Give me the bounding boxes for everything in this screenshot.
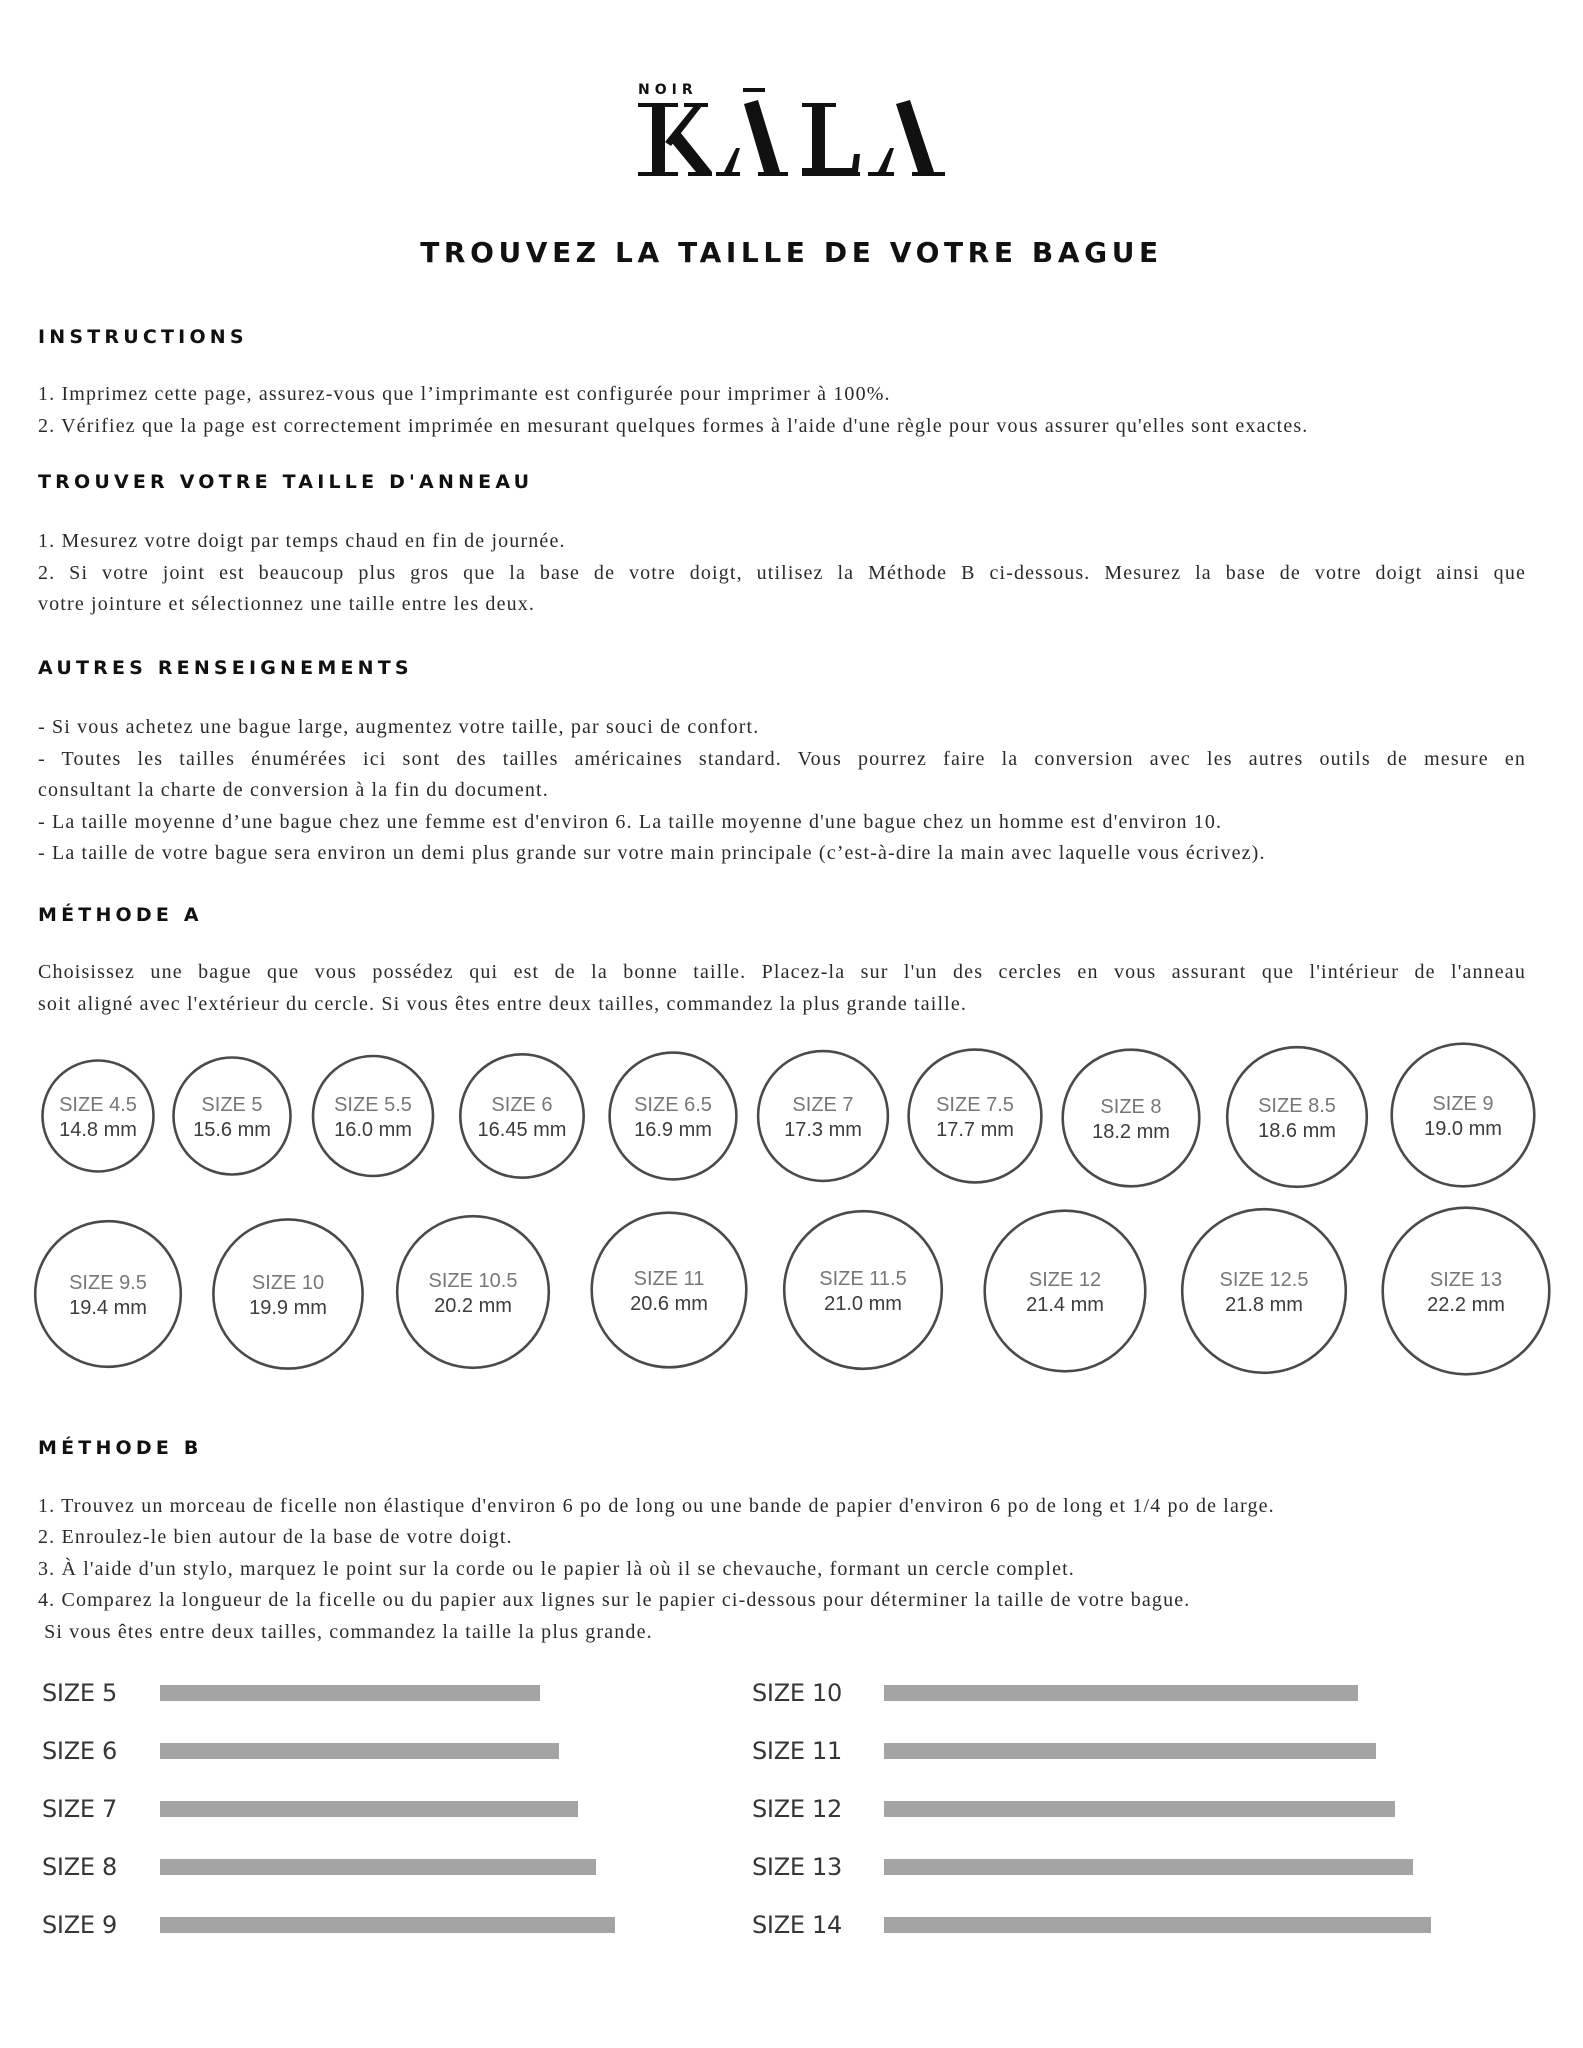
- find-size-line: 2. Si votre joint est beaucoup plus gros que la base de votre doigt, utilisez la Méthode B ci-dessous. Mesurez la base de votre doigt ainsi que: [38, 562, 1526, 584]
- size-bar-label: SIZE 8: [42, 1853, 118, 1881]
- size-bar: [160, 1801, 578, 1817]
- other-info-line: - La taille de votre bague sera environ un demi plus grande sur votre main principale (c’est-à-dire la main avec laquelle vous écrivez).: [38, 842, 1266, 864]
- ring-size-label: SIZE 11.5: [819, 1268, 907, 1290]
- method-b-line: 3. À l'aide d'un stylo, marquez le point sur la corde ou le papier là où il se chevauche, formant un cercle complet.: [38, 1558, 1075, 1580]
- ring-circle-item: [1392, 1044, 1535, 1187]
- ring-circle: [909, 1050, 1042, 1183]
- size-bar: [884, 1743, 1376, 1759]
- method-b-line: Si vous êtes entre deux tailles, commandez la taille la plus grande.: [38, 1621, 653, 1643]
- heading-find-size: TROUVER VOTRE TAILLE D'ANNEAU: [38, 471, 534, 493]
- method-a-line: soit aligné avec l'extérieur du cercle. Si vous êtes entre deux tailles, commandez la plus grande taille.: [38, 993, 968, 1015]
- size-bar-row: [752, 1736, 1452, 1766]
- ring-size-label: SIZE 6: [491, 1094, 553, 1116]
- ring-circle: [460, 1054, 583, 1177]
- ring-circle: [174, 1058, 291, 1175]
- ring-mm-label: 19.9 mm: [249, 1297, 327, 1319]
- ring-size-label: SIZE 5: [201, 1094, 263, 1116]
- size-bar: [160, 1917, 615, 1933]
- size-bar-row: [42, 1794, 742, 1824]
- ring-size-label: SIZE 8.5: [1258, 1095, 1336, 1117]
- size-bar-label: SIZE 13: [752, 1853, 842, 1881]
- size-bar: [884, 1859, 1413, 1875]
- ring-mm-label: 16.0 mm: [334, 1119, 412, 1141]
- heading-method-b: MÉTHODE B: [38, 1437, 203, 1459]
- heading-method-a: MÉTHODE A: [38, 904, 203, 926]
- method-b-line: 2. Enroulez-le bien autour de la base de votre doigt.: [38, 1526, 513, 1548]
- ring-mm-label: 17.7 mm: [936, 1119, 1014, 1141]
- heading-other-info: AUTRES RENSEIGNEMENTS: [38, 657, 413, 679]
- size-bar-row: [42, 1910, 742, 1940]
- ring-size-label: SIZE 12.5: [1219, 1269, 1309, 1291]
- other-info-line: - Toutes les tailles énumérées ici sont des tailles américaines standard. Vous pourrez faire la conversion avec les autres outils de mesure en: [38, 748, 1526, 770]
- ring-circle-item: [460, 1054, 583, 1177]
- ring-circle-item: [1227, 1047, 1367, 1187]
- size-bar-row: [752, 1910, 1452, 1940]
- size-bar-row: [42, 1736, 742, 1766]
- ring-size-label: SIZE 13: [1429, 1269, 1503, 1291]
- ring-mm-label: 20.6 mm: [630, 1293, 708, 1315]
- ring-circle: [784, 1211, 942, 1369]
- size-bar: [160, 1685, 540, 1701]
- ring-circle-item: [610, 1053, 737, 1180]
- ring-size-label: SIZE 10: [251, 1272, 325, 1294]
- size-bar-row: [42, 1678, 742, 1708]
- ring-mm-label: 16.9 mm: [634, 1119, 712, 1141]
- method-b-line: 4. Comparez la longueur de la ficelle ou du papier aux lignes sur le papier ci-dessous pour déterminer la taille de votre bague.: [38, 1589, 1191, 1611]
- size-bar-row: [752, 1794, 1452, 1824]
- ring-size-label: SIZE 6.5: [634, 1094, 712, 1116]
- ring-mm-label: 19.0 mm: [1424, 1118, 1502, 1140]
- ring-circle-item: [1383, 1208, 1550, 1375]
- ring-size-label: SIZE 10.5: [428, 1270, 518, 1292]
- size-bar-row: [42, 1852, 742, 1882]
- ring-circle: [35, 1221, 181, 1367]
- ring-circle: [1063, 1050, 1200, 1187]
- ring-circle: [313, 1056, 433, 1176]
- ring-circle-item: [213, 1219, 362, 1368]
- method-a-line: Choisissez une bague que vous possédez qui est de la bonne taille. Placez-la sur l'un des cercles en vous assurant que l'intérieur de l'anneau: [38, 961, 1526, 983]
- heading-instructions: INSTRUCTIONS: [38, 326, 248, 348]
- ring-circle-item: [35, 1221, 181, 1367]
- ring-size-label: SIZE 7.5: [936, 1094, 1014, 1116]
- ring-circle: [1227, 1047, 1367, 1187]
- size-bar: [884, 1917, 1431, 1933]
- ring-mm-label: 21.8 mm: [1225, 1294, 1303, 1316]
- size-bar: [884, 1801, 1395, 1817]
- size-bar: [884, 1685, 1358, 1701]
- ring-size-label: SIZE 9.5: [69, 1272, 147, 1294]
- other-info-line: - Si vous achetez une bague large, augmentez votre taille, par souci de confort.: [38, 716, 760, 738]
- size-bar-row: [752, 1852, 1452, 1882]
- ring-mm-label: 20.2 mm: [434, 1295, 512, 1317]
- logo-kala-mark: [638, 88, 945, 176]
- ring-size-circles: [0, 1030, 1583, 1400]
- logo-noir-text: NOIR: [638, 82, 698, 98]
- other-info-line: - La taille moyenne d’une bague chez une femme est d'environ 6. La taille moyenne d'une bague chez un homme est d'environ 10.: [38, 811, 1223, 833]
- size-bar-label: SIZE 9: [42, 1911, 118, 1939]
- ring-circle-item: [909, 1050, 1042, 1183]
- size-bar-label: SIZE 7: [42, 1795, 118, 1823]
- ring-circle: [1383, 1208, 1550, 1375]
- size-bar-label: SIZE 11: [752, 1737, 842, 1765]
- ring-circle-item: [43, 1061, 154, 1172]
- ring-circle: [213, 1219, 362, 1368]
- ring-circle-item: [1063, 1050, 1200, 1187]
- ring-mm-label: 19.4 mm: [69, 1297, 147, 1319]
- ring-circle: [1392, 1044, 1535, 1187]
- ring-size-label: SIZE 9: [1432, 1093, 1494, 1115]
- ring-circle: [1182, 1209, 1346, 1373]
- ring-mm-label: 21.4 mm: [1026, 1294, 1104, 1316]
- ring-mm-label: 16.45 mm: [477, 1119, 567, 1141]
- ring-size-label: SIZE 4.5: [59, 1094, 137, 1116]
- size-bar-label: SIZE 14: [752, 1911, 842, 1939]
- ring-mm-label: 14.8 mm: [59, 1119, 137, 1141]
- ring-mm-label: 21.0 mm: [824, 1293, 902, 1315]
- ring-circle: [43, 1061, 154, 1172]
- brand-logo: [630, 76, 960, 186]
- ring-circle-item: [397, 1216, 549, 1368]
- ring-circle-item: [313, 1056, 433, 1176]
- ring-circle-item: [758, 1051, 888, 1181]
- ring-circle: [592, 1213, 747, 1368]
- find-size-line: votre jointure et sélectionnez une taille entre les deux.: [38, 593, 536, 615]
- ring-circle: [610, 1053, 737, 1180]
- size-bar-label: SIZE 5: [42, 1679, 118, 1707]
- ring-circle-item: [592, 1213, 747, 1368]
- ring-mm-label: 15.6 mm: [193, 1119, 271, 1141]
- size-bar-row: [752, 1678, 1452, 1708]
- size-bar-label: SIZE 6: [42, 1737, 118, 1765]
- ring-mm-label: 22.2 mm: [1427, 1294, 1505, 1316]
- ring-circle-item: [985, 1211, 1146, 1372]
- ring-circle: [985, 1211, 1146, 1372]
- ring-size-label: SIZE 12: [1028, 1269, 1102, 1291]
- ring-circle: [397, 1216, 549, 1368]
- size-bar: [160, 1743, 559, 1759]
- instructions-line: 2. Vérifiez que la page est correctement imprimée en mesurant quelques formes à l'aide d'une règle pour vous assurer qu'elles sont exactes.: [38, 415, 1309, 437]
- size-bar-label: SIZE 12: [752, 1795, 842, 1823]
- instructions-line: 1. Imprimez cette page, assurez-vous que l’imprimante est configurée pour imprimer à 100%.: [38, 383, 891, 405]
- ring-mm-label: 17.3 mm: [784, 1119, 862, 1141]
- ring-mm-label: 18.2 mm: [1092, 1121, 1170, 1143]
- size-bar: [160, 1859, 596, 1875]
- ring-size-label: SIZE 7: [792, 1094, 854, 1116]
- ring-size-label: SIZE 8: [1100, 1096, 1162, 1118]
- size-bar-label: SIZE 10: [752, 1679, 842, 1707]
- ring-circle-item: [1182, 1209, 1346, 1373]
- page-title: TROUVEZ LA TAILLE DE VOTRE BAGUE: [420, 236, 1163, 269]
- ring-circle-item: [784, 1211, 942, 1369]
- method-b-line: 1. Trouvez un morceau de ficelle non élastique d'environ 6 po de long ou une bande de papier d'environ 6 po de long et 1/4 po de large.: [38, 1495, 1275, 1517]
- ring-size-label: SIZE 5.5: [334, 1094, 412, 1116]
- find-size-line: 1. Mesurez votre doigt par temps chaud en fin de journée.: [38, 530, 566, 552]
- other-info-line: consultant la charte de conversion à la fin du document.: [38, 779, 549, 801]
- ring-circle-item: [174, 1058, 291, 1175]
- ring-size-label: SIZE 11: [633, 1268, 705, 1290]
- ring-circle: [758, 1051, 888, 1181]
- ring-mm-label: 18.6 mm: [1258, 1120, 1336, 1142]
